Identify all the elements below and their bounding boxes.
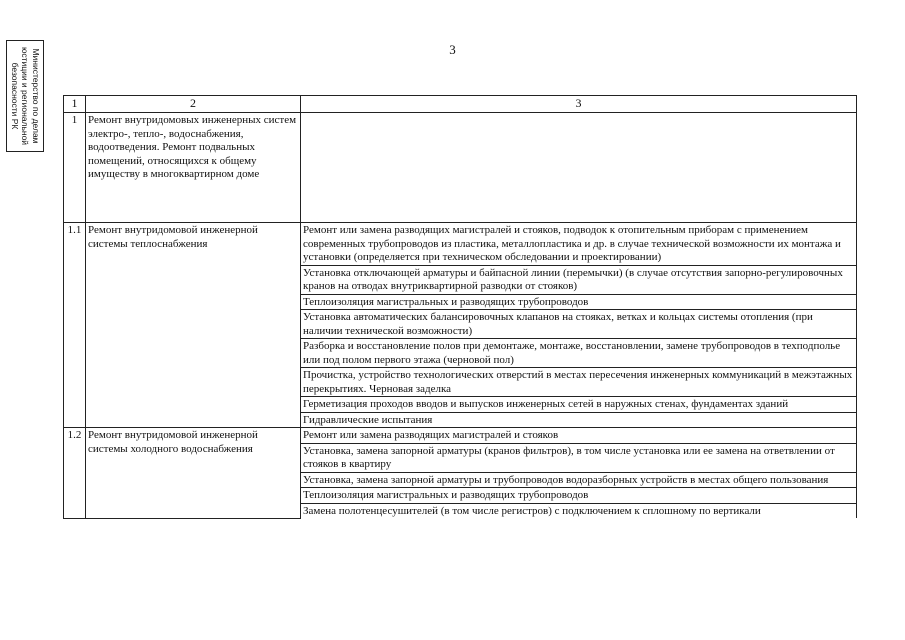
work-item: Теплоизоляция магистральных и разводящих трубопроводов [301,294,857,310]
work-item: Установка, замена запорной арматуры и трубопроводов водоразборных устройств в местах общего пользования [301,472,857,488]
subsection-title: Ремонт внутридомовой инженерной системы холодного водоснабжения [86,428,301,519]
work-item: Теплоизоляция магистральных и разводящих трубопроводов [301,488,857,504]
work-item: Установка, замена запорной арматуры (кранов фильтров), в том числе установка или ее замена на ответвлении от стояков в квартиру [301,443,857,472]
page-number: 3 [449,42,456,57]
work-item: Замена полотенцесушителей (в том числе регистров) с подключением к сплошному по вертикали [301,503,857,518]
table-row [64,428,857,444]
work-item: Разборка и восстановление полов при демонтаже, монтаже, восстановлении, замене трубопроводов в техподполье или под полом первого этажа (черновой пол) [301,339,857,368]
work-item: Гидравлические испытания [301,412,857,428]
work-item: Прочистка, устройство технологических отверстий в местах пересечения инженерных коммуникаций в межэтажных перекрытиях. Черновая заделка [301,368,857,397]
work-item: Ремонт или замена разводящих магистралей и стояков [301,428,857,444]
table-row [64,223,857,266]
header-cell-1: 1 [64,96,86,113]
header-cell-2: 2 [86,96,301,113]
stamp-text: Министерство по делам юстиции и региональной безопасности РК [9,46,41,146]
subsection-number: 1.2 [64,428,86,519]
header-cell-3: 3 [301,96,857,113]
subsection-title: Ремонт внутридомовой инженерной системы теплоснабжения [86,223,301,428]
work-item: Герметизация проходов вводов и выпусков инженерных сетей в наружных стенах, фундаментах зданий [301,397,857,413]
work-item: Ремонт или замена разводящих магистралей и стояков, подводок к отопительным приборам с применением современных трубопроводов из пластика, металлопластика и др. в случае технической возможности их монтажа и установки (определяется при техническом обследовании и проектировании) [301,223,857,266]
subsection-number: 1.1 [64,223,86,428]
work-item: Установка автоматических балансировочных клапанов на стояках, ветках и кольцах системы отопления (при наличии технической возможности) [301,310,857,339]
section-number: 1 [64,113,86,223]
works-table [63,95,857,519]
work-item: Установка отключающей арматуры и байпасной линии (перемычки) (в случае отсутствия запорно-регулировочных кранов на отводах внутриквартирной разводки от стояков) [301,265,857,294]
section-works [301,113,857,223]
section-row [64,113,857,223]
table-header-row [64,96,857,113]
section-title: Ремонт внутридомовых инженерных систем электро-, тепло-, водоснабжения, водоотведения. Ремонт подвальных помещений, относящихся к общему имуществу в многоквартирном доме [86,113,301,223]
